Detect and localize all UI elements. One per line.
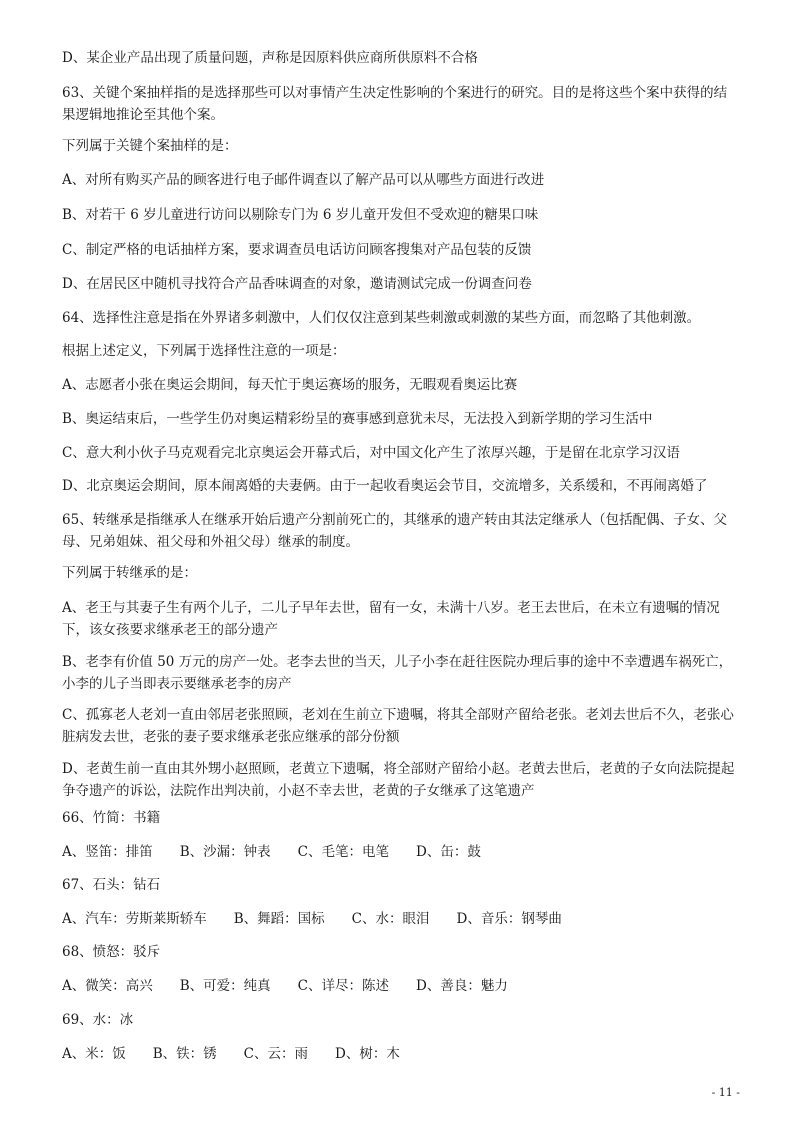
q65-prompt: 下列属于转继承的是： <box>62 565 197 581</box>
q65-option-d: D、老黄生前一直由其外甥小赵照顾，老黄立下遗嘱，将全部财产留给小赵。老黄去世后，老黄的子女向法院提起争夺遗产的诉讼，法院作出判决前，小赵不幸去世，老黄的子女继承了这笔遗产 <box>62 761 735 799</box>
q63-option-d: D、在居民区中随机寻找符合产品香味调查的对象，邀请测试完成一份调查问卷 <box>62 276 532 292</box>
q66-stem: 66、竹简：书籍 <box>62 810 161 826</box>
q62-option-d: D、某企业产品出现了质量问题，声称是因原料供应商所供原料不合格 <box>62 50 478 66</box>
q64-prompt: 根据上述定义，下列属于选择性注意的一项是： <box>62 343 346 359</box>
q65-stem: 65、转继承是指继承人在继承开始后遗产分割前死亡的，其继承的遗产转由其法定继承人（包括配偶、子女、父母、兄弟姐妹、祖父母和外祖父母）继承的制度。 <box>62 512 728 550</box>
q69-stem: 69、水：冰 <box>62 1012 134 1028</box>
q65-option-b: B、老李有价值 50 万元的房产一处。老李去世的当天，儿子小李在赶往医院办理后事的途中不幸遭遇车祸死亡，小李的儿子当即表示要继承老李的房产 <box>62 654 733 692</box>
q67-options: A、汽车：劳斯莱斯轿车 B、舞蹈：国标 C、水：眼泪 D、音乐：钢琴曲 <box>62 911 562 927</box>
q64-option-d: D、北京奥运会期间，原本闹离婚的夫妻俩。由于一起收看奥运会节目，交流增多，关系缓和，不再闹离婚了 <box>62 478 708 494</box>
q65-option-a: A、老王与其妻子生有两个儿子，二儿子早年去世，留有一女，未满十八岁。老王去世后，在未立有遗嘱的情况下，该女孩要求继承老王的部分遗产 <box>62 600 720 638</box>
q63-option-a: A、对所有购买产品的顾客进行电子邮件调查以了解产品可以从哪些方面进行改进 <box>62 172 545 188</box>
q63-option-b: B、对若干 6 岁儿童进行访问以剔除专门为 6 岁儿童开发但不受欢迎的糖果口味 <box>62 207 539 223</box>
q63-prompt: 下列属于关键个案抽样的是： <box>62 138 238 154</box>
q65-option-c: C、孤寡老人老刘一直由邻居老张照顾，老刘在生前立下遗嘱，将其全部财产留给老张。老刘去世后不久，老张心脏病发去世，老张的妻子要求继承老张应继承的部分份额 <box>62 707 734 745</box>
q67-stem: 67、石头：钻石 <box>62 877 161 893</box>
q64-option-c: C、意大利小伙子马克观看完北京奥运会开幕式后，对中国文化产生了浓厚兴趣，于是留在北京学习汉语 <box>62 445 680 461</box>
q68-options: A、微笑：高兴 B、可爱：纯真 C、详尽：陈述 D、善良：魅力 <box>62 978 508 994</box>
q63-stem: 63、关键个案抽样指的是选择那些可以对事情产生决定性影响的个案进行的研究。目的是将这些个案中获得的结果逻辑地推论至其他个案。 <box>62 85 728 123</box>
q64-stem: 64、选择性注意是指在外界诸多刺激中，人们仅仅注意到某些刺激或刺激的某些方面，而忽略了其他刺激。 <box>62 310 701 326</box>
q64-option-a: A、志愿者小张在奥运会期间，每天忙于奥运赛场的服务，无暇观看奥运比赛 <box>62 377 518 393</box>
q64-option-b: B、奥运结束后，一些学生仍对奥运精彩纷呈的赛事感到意犹未尽，无法投入到新学期的学习生活中 <box>62 411 653 427</box>
q69-options: A、米：饭 B、铁：锈 C、云：雨 D、树：木 <box>62 1046 400 1062</box>
q68-stem: 68、愤怒：驳斥 <box>62 944 161 960</box>
page-number: - 11 - <box>711 1086 740 1099</box>
q66-options: A、竖笛：排笛 B、沙漏：钟表 C、毛笔：电笔 D、缶：鼓 <box>62 844 481 860</box>
q63-option-c: C、制定严格的电话抽样方案，要求调查员电话访问顾客搜集对产品包装的反馈 <box>62 242 532 258</box>
